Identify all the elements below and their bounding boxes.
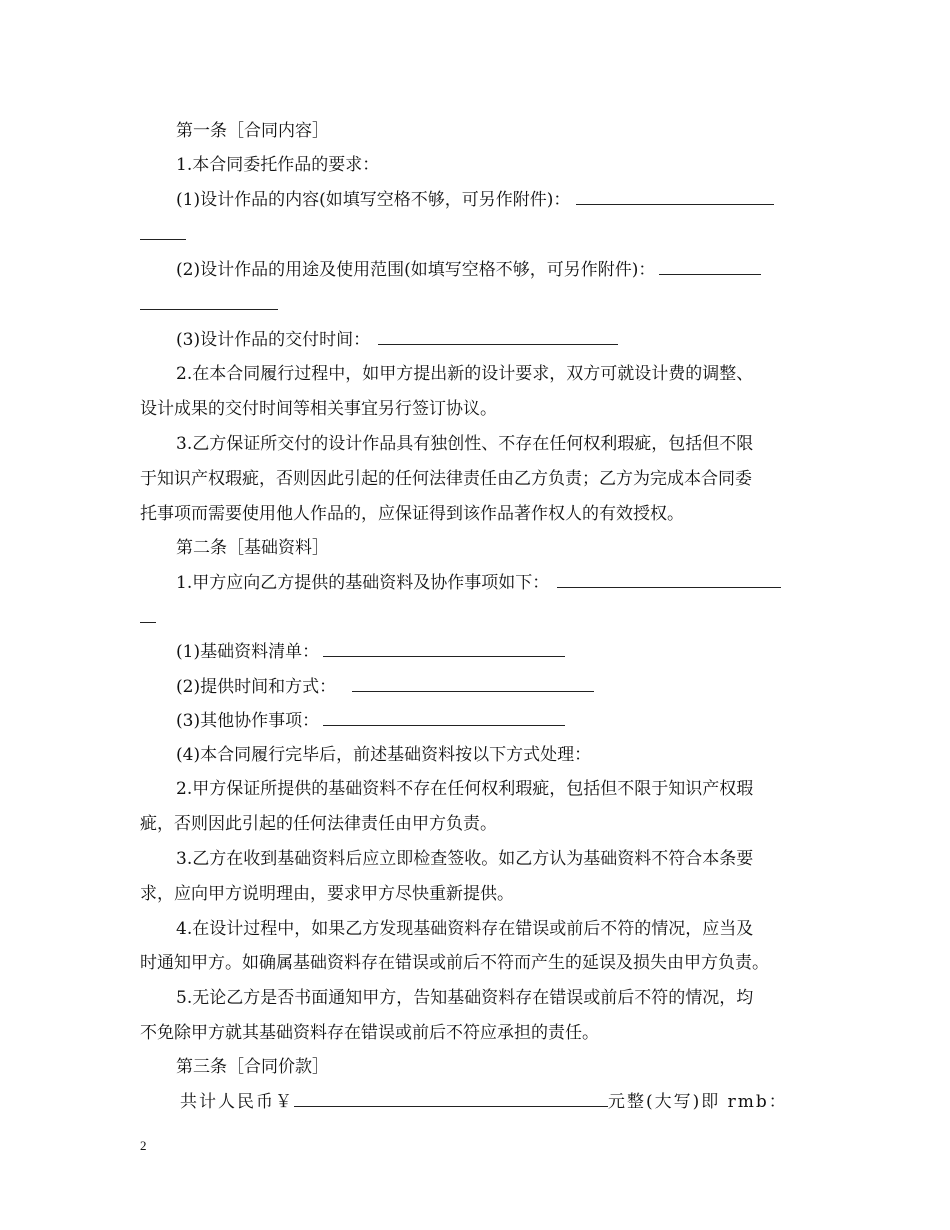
blank-line: [323, 642, 565, 657]
blank-line: [294, 1092, 608, 1107]
paragraph: [176, 641, 565, 663]
paragraph: 1.本合同委托作品的要求：: [176, 155, 380, 175]
blank-line: [140, 608, 156, 623]
paragraph: [180, 1091, 788, 1113]
paragraph: 设计成果的交付时间等相关事宜另行签订协议。: [140, 399, 497, 419]
paragraph: 3.乙方保证所交付的设计作品具有独创性、不存在任何权利瑕疵，包括但不限: [176, 434, 754, 454]
blank-line: [659, 260, 761, 275]
field-label: (1)设计作品的内容(如填写空格不够，可另作附件)：: [176, 190, 571, 210]
page-number: 2: [140, 1138, 147, 1153]
paragraph: 托事项而需要使用他人作品的，应保证得到该作品著作权人的有效授权。: [140, 504, 684, 524]
section-heading-3: 第三条［合同价款］: [176, 1057, 329, 1077]
paragraph: 2.甲方保证所提供的基础资料不存在任何权利瑕疵，包括但不限于知识产权瑕: [176, 779, 754, 799]
paragraph: 求，应向甲方说明理由，要求甲方尽快重新提供。: [140, 884, 514, 904]
paragraph: [176, 710, 565, 732]
paragraph: [176, 572, 781, 594]
paragraph: 3.乙方在收到基础资料后应立即检查签收。如乙方认为基础资料不符合本条要: [176, 849, 754, 869]
paragraph: 不免除甲方就其基础资料存在错误或前后不符应承担的责任。: [140, 1023, 599, 1043]
paragraph: [176, 189, 774, 211]
paragraph: [176, 676, 594, 698]
blank-line: [140, 225, 186, 240]
field-label: (2)提供时间和方式：: [176, 677, 337, 697]
paragraph: [176, 259, 761, 281]
paragraph: 5.无论乙方是否书面通知甲方，告知基础资料存在错误或前后不符的情况，均: [176, 988, 754, 1008]
blank-line: [576, 190, 774, 205]
paragraph: 2.在本合同履行过程中，如甲方提出新的设计要求，双方可就设计费的调整、: [176, 364, 754, 384]
paragraph: 于知识产权瑕疵，否则因此引起的任何法律责任由乙方负责；乙方为完成本合同委: [140, 469, 752, 489]
section-heading-2: 第二条［基础资料］: [176, 538, 329, 558]
field-label: (3)设计作品的交付时间：: [176, 330, 371, 350]
field-label: (1)基础资料清单：: [176, 642, 320, 662]
field-label: (2)设计作品的用途及使用范围(如填写空格不够，可另作附件)：: [176, 260, 656, 280]
paragraph: 4.在设计过程中，如果乙方发现基础资料存在错误或前后不符的情况，应当及: [176, 919, 754, 939]
paragraph: (4)本合同履行完毕后，前述基础资料按以下方式处理：: [176, 745, 592, 765]
blank-line: [378, 330, 618, 345]
blank-line: [557, 573, 781, 588]
field-label: 元整(大写)即 rmb：: [608, 1092, 788, 1112]
paragraph: [176, 329, 618, 351]
blank-line: [323, 711, 565, 726]
blank-line: [352, 677, 594, 692]
paragraph: 时通知甲方。如确属基础资料存在错误或前后不符而产生的延误及损失由甲方负责。: [140, 953, 769, 973]
blank-line: [140, 295, 278, 310]
paragraph: [140, 294, 278, 316]
field-label: 共计人民币￥: [180, 1092, 294, 1112]
paragraph: [140, 607, 156, 629]
paragraph: 疵，否则因此引起的任何法律责任由甲方负责。: [140, 814, 497, 834]
section-heading-1: 第一条［合同内容］: [176, 121, 329, 141]
paragraph: [140, 224, 186, 246]
field-label: (3)其他协作事项：: [176, 711, 320, 731]
field-label: 1.甲方应向乙方提供的基础资料及协作事项如下：: [176, 573, 550, 593]
